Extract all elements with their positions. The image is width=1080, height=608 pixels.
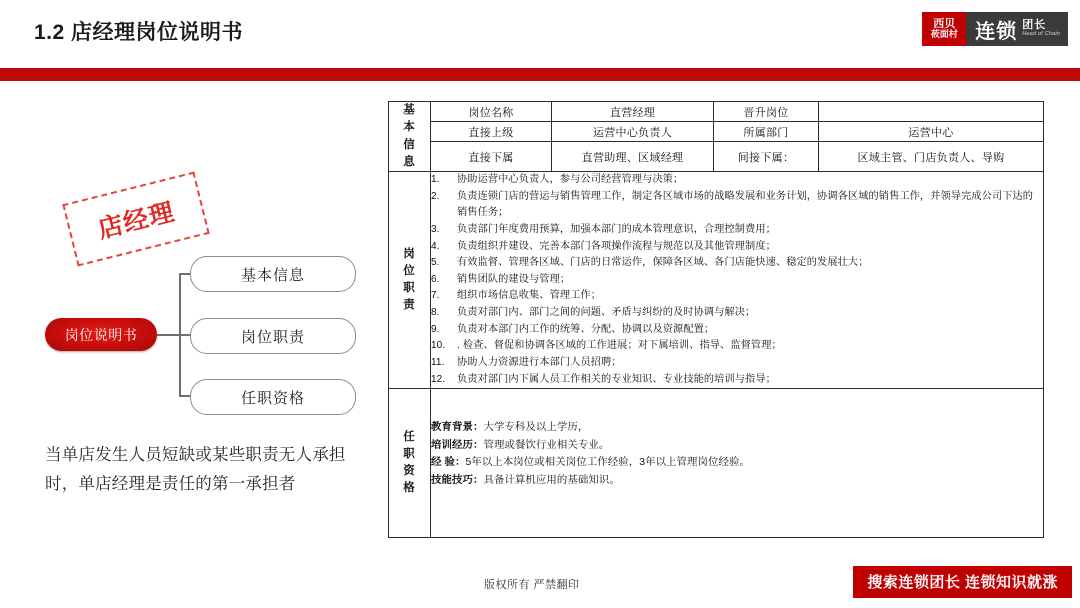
table-row bbox=[389, 389, 1044, 538]
cell-value-position-name: 直营经理 bbox=[552, 102, 714, 122]
qualification-item bbox=[431, 437, 1043, 454]
cell-value-direct-reports: 直营助理、区域经理 bbox=[552, 142, 714, 172]
stamp-label: 店经理 bbox=[94, 196, 178, 244]
qualification-item bbox=[431, 419, 1043, 436]
diagram-root-node[interactable] bbox=[45, 318, 157, 351]
qualification-text: 具备计算机应用的基础知识。 bbox=[483, 474, 620, 486]
vlabel-char: 岗 bbox=[403, 247, 416, 260]
duty-number: 4. bbox=[431, 240, 440, 252]
duty-text: 负责对部门内、部门之间的问题、矛盾与纠纷的及时协调与解决； bbox=[457, 307, 756, 318]
duty-item bbox=[431, 288, 1043, 305]
diagram-node-qualifications[interactable] bbox=[190, 379, 356, 415]
qualification-label: 教育背景： bbox=[431, 422, 484, 434]
cell-value-indirect-reports: 区域主管、门店负责人、导购 bbox=[819, 142, 1044, 172]
cell-value-promotion bbox=[819, 102, 1044, 122]
duty-number: 1. bbox=[431, 174, 440, 185]
duty-item bbox=[431, 239, 1043, 256]
cell-qualifications bbox=[431, 389, 1044, 538]
qualification-label: 经 验： bbox=[431, 457, 466, 469]
duty-item bbox=[431, 222, 1043, 239]
connector-stem bbox=[157, 334, 180, 336]
qualification-item bbox=[431, 454, 1043, 471]
promo-banner[interactable]: 搜索连锁团长 连锁知识就涨 bbox=[853, 566, 1072, 598]
logo-lianso-small: 团长 bbox=[1022, 19, 1047, 32]
duty-item bbox=[431, 305, 1043, 322]
logo-lianso-stack bbox=[1022, 20, 1060, 37]
cell-key-direct-reports: 直接下属 bbox=[431, 142, 552, 172]
duty-number: 7. bbox=[431, 290, 440, 302]
cell-value-department: 运营中心 bbox=[819, 122, 1044, 142]
table-row bbox=[389, 142, 1044, 172]
cell-key-direct-superior: 直接上级 bbox=[431, 122, 552, 142]
duty-item bbox=[431, 322, 1043, 339]
logo-xibei-line2: 莜面村 bbox=[930, 29, 958, 40]
duty-item bbox=[431, 338, 1043, 355]
copyright-notice: 版权所有 严禁翻印 bbox=[484, 579, 580, 591]
cell-duties bbox=[431, 172, 1044, 389]
duty-number: 5. bbox=[431, 257, 440, 269]
table-row bbox=[389, 172, 1044, 389]
qualifications-list bbox=[431, 419, 1043, 507]
diagram-node-label: 基本信息 bbox=[240, 266, 305, 284]
qualification-text: 5年以上本岗位或相关岗位工作经验，3年以上管理岗位经验。 bbox=[465, 457, 750, 469]
header-divider-bar bbox=[0, 68, 1080, 81]
stamp-badge bbox=[62, 171, 209, 266]
vlabel-char: 职 bbox=[403, 282, 416, 295]
diagram-node-duties[interactable] bbox=[190, 318, 356, 354]
diagram-root-label: 岗位说明书 bbox=[64, 326, 138, 343]
duty-item bbox=[431, 372, 1043, 389]
duty-text: 负责对部门内下属人员工作相关的专业知识、专业技能的培训与指导； bbox=[457, 373, 776, 385]
duty-text: 负责组织并建设、完善本部门各项操作流程与规范以及其他管理制度； bbox=[457, 240, 776, 252]
duty-text: 销售团队的建设与管理； bbox=[457, 273, 571, 285]
vlabel-char: 位 bbox=[403, 264, 416, 277]
diagram-note: 当单店发生人员短缺或某些职责无人承担时，单店经理是责任的第一承担者 bbox=[45, 446, 346, 493]
job-description-table bbox=[388, 101, 1044, 538]
page-title: 1.2 店经理岗位说明书 bbox=[34, 21, 244, 44]
diagram-node-label: 岗位职责 bbox=[240, 328, 305, 346]
duty-number: 2. bbox=[431, 190, 440, 202]
duty-text: 负责对本部门内工作的统筹、分配、协调以及资源配置； bbox=[457, 323, 715, 335]
qualification-text: 管理或餐饮行业相关专业。 bbox=[483, 439, 610, 451]
vlabel-char: 任 bbox=[403, 430, 416, 443]
qualification-item bbox=[431, 472, 1043, 489]
cell-value-direct-superior: 运营中心负责人 bbox=[552, 122, 714, 142]
qualification-label: 培训经历： bbox=[431, 439, 484, 451]
table-row bbox=[389, 122, 1044, 142]
brand-logo bbox=[922, 12, 1068, 46]
duty-number: 6. bbox=[431, 273, 440, 285]
duties-list bbox=[431, 172, 1043, 388]
vlabel-char: 息 bbox=[403, 155, 416, 168]
duty-number: 10. bbox=[431, 340, 446, 352]
logo-xibei-line1: 西贝 bbox=[933, 17, 956, 30]
duty-text: . 检查、督促和协调各区域的工作进展；对下属培训、指导、监督管理； bbox=[457, 340, 782, 352]
qualification-text: 大学专科及以上学历， bbox=[483, 422, 589, 434]
duty-text: 协助运营中心负责人，参与公司经营管理与决策； bbox=[457, 174, 684, 185]
duty-number: 9. bbox=[431, 323, 440, 335]
cell-key-position-name: 岗位名称 bbox=[431, 102, 552, 122]
vlabel-char: 本 bbox=[403, 121, 416, 134]
duty-number: 12. bbox=[431, 373, 446, 385]
table-row bbox=[389, 102, 1044, 122]
logo-lianso-english: Head of Chain bbox=[1022, 30, 1060, 37]
section-label-duties bbox=[389, 172, 431, 389]
logo-xibei-mark bbox=[922, 12, 966, 46]
diagram-node-basic-info[interactable] bbox=[190, 256, 356, 292]
duty-number: 11. bbox=[431, 356, 445, 368]
duty-text: 负责连锁门店的营运与销售管理工作，制定各区域市场的战略发展和业务计划，协调各区域的销售工作，并领导完成公司下达的销售任务； bbox=[457, 190, 1034, 219]
vlabel-char: 信 bbox=[403, 138, 416, 151]
vlabel-char: 基 bbox=[403, 104, 416, 116]
duty-item bbox=[431, 355, 1043, 372]
vlabel-char: 资 bbox=[403, 465, 416, 478]
cell-key-indirect-reports: 间接下属： bbox=[714, 142, 819, 172]
vlabel-char: 责 bbox=[403, 299, 416, 312]
vlabel-char: 格 bbox=[403, 482, 416, 495]
duty-item bbox=[431, 255, 1043, 272]
logo-lianso-mark bbox=[966, 12, 1068, 46]
diagram-node-label: 任职资格 bbox=[240, 389, 305, 407]
section-label-basic-info bbox=[389, 102, 431, 172]
vlabel-char: 职 bbox=[403, 447, 416, 460]
duty-item bbox=[431, 272, 1043, 289]
duty-text: 有效监督、管理各区域、门店的日常运作，保障各区域、各门店能快速、稳定的发展壮大； bbox=[457, 257, 869, 269]
duty-text: 组织市场信息收集、管理工作； bbox=[457, 290, 602, 302]
duty-text: 负责部门年度费用预算，加强本部门的成本管理意识，合理控制费用； bbox=[457, 223, 776, 235]
cell-key-department: 所属部门 bbox=[714, 122, 819, 142]
duty-item bbox=[431, 189, 1043, 222]
duty-item bbox=[431, 172, 1043, 189]
cell-key-promotion: 晋升岗位 bbox=[714, 102, 819, 122]
duty-number: 3. bbox=[431, 223, 440, 235]
section-label-qualifications bbox=[389, 389, 431, 538]
qualification-label: 技能技巧： bbox=[431, 474, 484, 486]
duty-text: 协助人力资源进行本部门人员招聘； bbox=[457, 356, 622, 368]
logo-lianso-big: 连锁 bbox=[975, 20, 1018, 43]
duty-number: 8. bbox=[431, 307, 440, 318]
